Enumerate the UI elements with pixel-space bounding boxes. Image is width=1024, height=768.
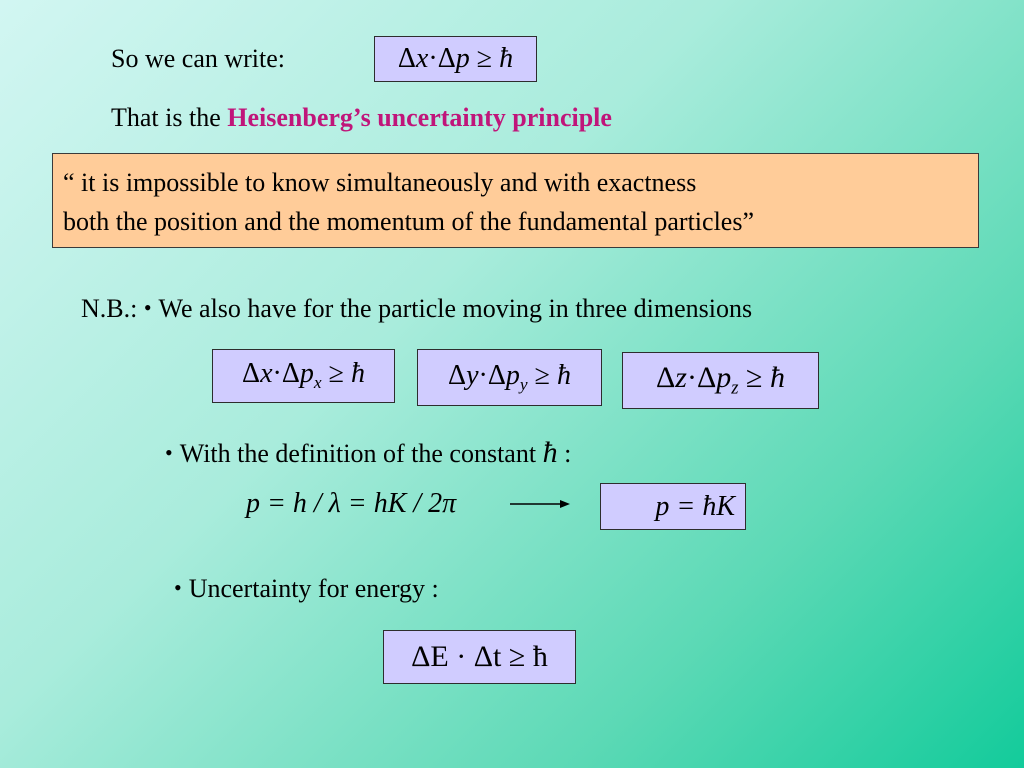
var-x: x	[260, 358, 273, 390]
energy-equation: ΔE · Δt ≥ ħ	[411, 640, 548, 673]
equation-box-z	[622, 352, 819, 409]
bullet-icon: •	[174, 575, 182, 600]
hbar-symbol: ħ	[770, 361, 785, 395]
var-p: p	[505, 359, 520, 391]
var-p: p	[716, 361, 732, 395]
intro-text: So we can write:	[111, 44, 286, 73]
principle-prefix: That is the	[111, 103, 228, 132]
delta-symbol: Δ	[397, 43, 416, 74]
hbar-symbol: ħ	[499, 43, 514, 74]
nb-line	[81, 294, 752, 325]
subscript-x: x	[313, 373, 322, 393]
delta-symbol: Δ	[656, 361, 676, 395]
energy-line	[174, 574, 439, 605]
energy-text: Uncertainty for energy :	[188, 574, 439, 603]
equation-box-x	[212, 349, 395, 403]
dot-operator: ·	[272, 358, 282, 390]
equation-x	[242, 358, 365, 393]
dot-operator: ·	[478, 359, 488, 391]
geq-symbol: ≥	[534, 359, 550, 391]
quote-line-1: “ it is impossible to know simultaneously and with exactness	[63, 168, 697, 197]
geq-symbol: ≥	[328, 358, 344, 390]
definition-colon: :	[564, 439, 572, 468]
delta-symbol: Δ	[696, 361, 717, 395]
bullet-icon: •	[165, 440, 173, 465]
definition-line	[165, 438, 571, 470]
var-x: x	[415, 43, 429, 74]
hbar-symbol: ħ	[542, 436, 558, 469]
principle-line	[111, 103, 612, 133]
dot-operator: ·	[428, 43, 438, 74]
geq-symbol: ≥	[476, 43, 493, 74]
subscript-y: y	[519, 375, 528, 395]
subscript-z: z	[731, 377, 739, 399]
hbar-symbol: ħ	[350, 358, 365, 390]
nb-label: N.B.:	[81, 294, 138, 323]
delta-symbol: Δ	[437, 43, 456, 74]
equation-box-momentum	[600, 483, 746, 530]
delta-symbol: Δ	[487, 359, 506, 391]
relation-equation: p = h / λ = hK / 2π	[246, 488, 457, 519]
momentum-equation: p = ħK	[655, 490, 735, 522]
definition-text: With the definition of the constant	[179, 439, 537, 468]
nb-text: We also have for the particle moving in three dimensions	[158, 294, 753, 323]
equation-box-y	[417, 349, 602, 406]
equation-main	[398, 43, 513, 75]
var-z: z	[675, 361, 687, 395]
delta-symbol: Δ	[242, 358, 261, 390]
var-p: p	[455, 43, 470, 74]
quote-line-2: both the position and the momentum of the fundamental particles”	[63, 207, 754, 236]
geq-symbol: ≥	[746, 361, 763, 395]
delta-symbol: Δ	[448, 359, 467, 391]
hbar-symbol: ħ	[556, 359, 571, 391]
equation-y	[448, 360, 571, 395]
var-p: p	[299, 358, 314, 390]
var-y: y	[466, 359, 479, 391]
bullet-icon: •	[143, 295, 152, 320]
equation-box-main	[374, 36, 537, 82]
arrow-right-icon	[508, 496, 572, 512]
delta-symbol: Δ	[281, 358, 300, 390]
dot-operator: ·	[686, 361, 697, 395]
equation-z	[656, 361, 785, 400]
equation-box-energy	[383, 630, 576, 684]
principle-name: Heisenberg’s uncertainty principle	[227, 103, 612, 132]
quote-box	[52, 153, 979, 248]
